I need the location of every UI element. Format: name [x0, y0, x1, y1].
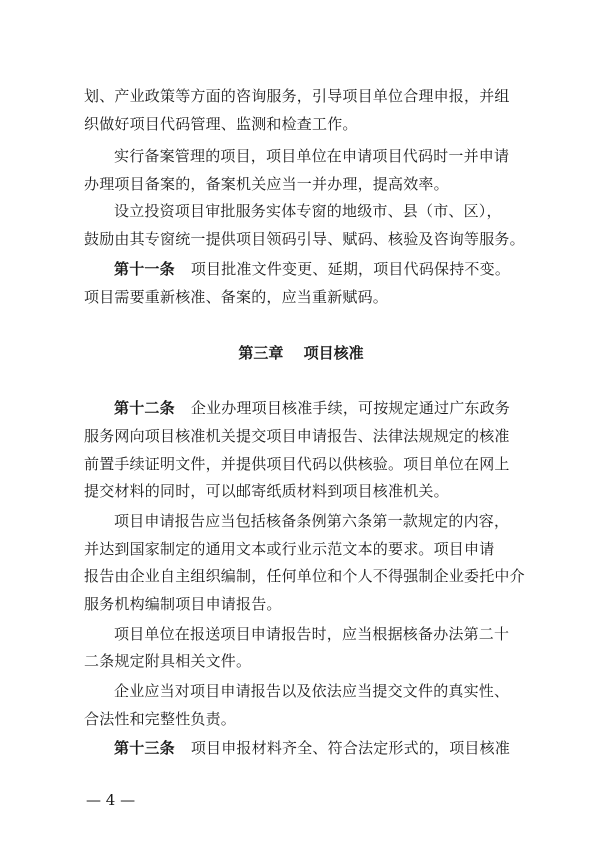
- body-text-line: 提交材料的同时，可以邮寄纸质材料到项目核准机关。: [84, 482, 449, 500]
- body-text-line: 实行备案管理的项目，项目单位在申请项目代码时一并申请: [114, 147, 510, 165]
- chapter-title: 第三章 项目核准: [238, 344, 364, 362]
- body-text-line: 项目申请报告应当包括核备条例第六条第一款规定的内容，: [114, 512, 510, 530]
- body-text-line: 服务网向项目核准机关提交项目申请报告、法律法规规定的核准: [84, 427, 510, 445]
- body-text-line: 企业应当对项目申请报告以及依法应当提交文件的真实性、: [114, 682, 510, 700]
- article-13-text: 项目申报材料齐全、符合法定形式的，项目核准: [190, 739, 511, 757]
- body-text-line: 设立投资项目审批服务实体专窗的地级市、县（市、区），: [114, 202, 502, 220]
- body-text-line: 项目单位在报送项目申请报告时，应当根据核备办法第二十: [114, 625, 510, 643]
- body-text-line: 报告由企业自主组织编制，任何单位和个人不得强制企业委托中介: [84, 567, 525, 585]
- body-text-line: 织做好项目代码管理、监测和检查工作。: [84, 115, 358, 133]
- article-11-text: 项目批准文件变更、延期，项目代码保持不变。: [190, 260, 511, 278]
- body-text-line: 项目需要重新核准、备案的，应当重新赋码。: [84, 288, 389, 306]
- article-11-first-line: [114, 259, 554, 279]
- body-text-line: 服务机构编制项目申请报告。: [84, 595, 282, 613]
- article-13-first-line: [114, 738, 554, 758]
- body-text-line: 划、产业政策等方面的咨询服务，引导项目单位合理申报，并组: [84, 87, 510, 105]
- article-13-label: 第十三条: [114, 739, 175, 757]
- article-11-label: 第十一条: [114, 260, 175, 278]
- article-12-text: 企业办理项目核准手续，可按规定通过广东政务: [190, 399, 511, 417]
- body-text-line: 并达到国家制定的通用文本或行业示范文本的要求。项目申请: [84, 540, 495, 558]
- body-text-line: 二条规定附具相关文件。: [84, 652, 252, 670]
- body-text-line: 合法性和完整性负责。: [84, 710, 237, 728]
- page-number: — 4 —: [86, 791, 136, 809]
- body-text-line: 鼓励由其专窗统一提供项目领码引导、赋码、核验及咨询等服务。: [84, 230, 525, 248]
- article-12-label: 第十二条: [114, 399, 175, 417]
- body-text-line: 办理项目备案的，备案机关应当一并办理，提高效率。: [84, 175, 449, 193]
- article-12-first-line: [114, 398, 554, 418]
- body-text-line: 前置手续证明文件，并提供项目代码以供核验。项目单位在网上: [84, 455, 510, 473]
